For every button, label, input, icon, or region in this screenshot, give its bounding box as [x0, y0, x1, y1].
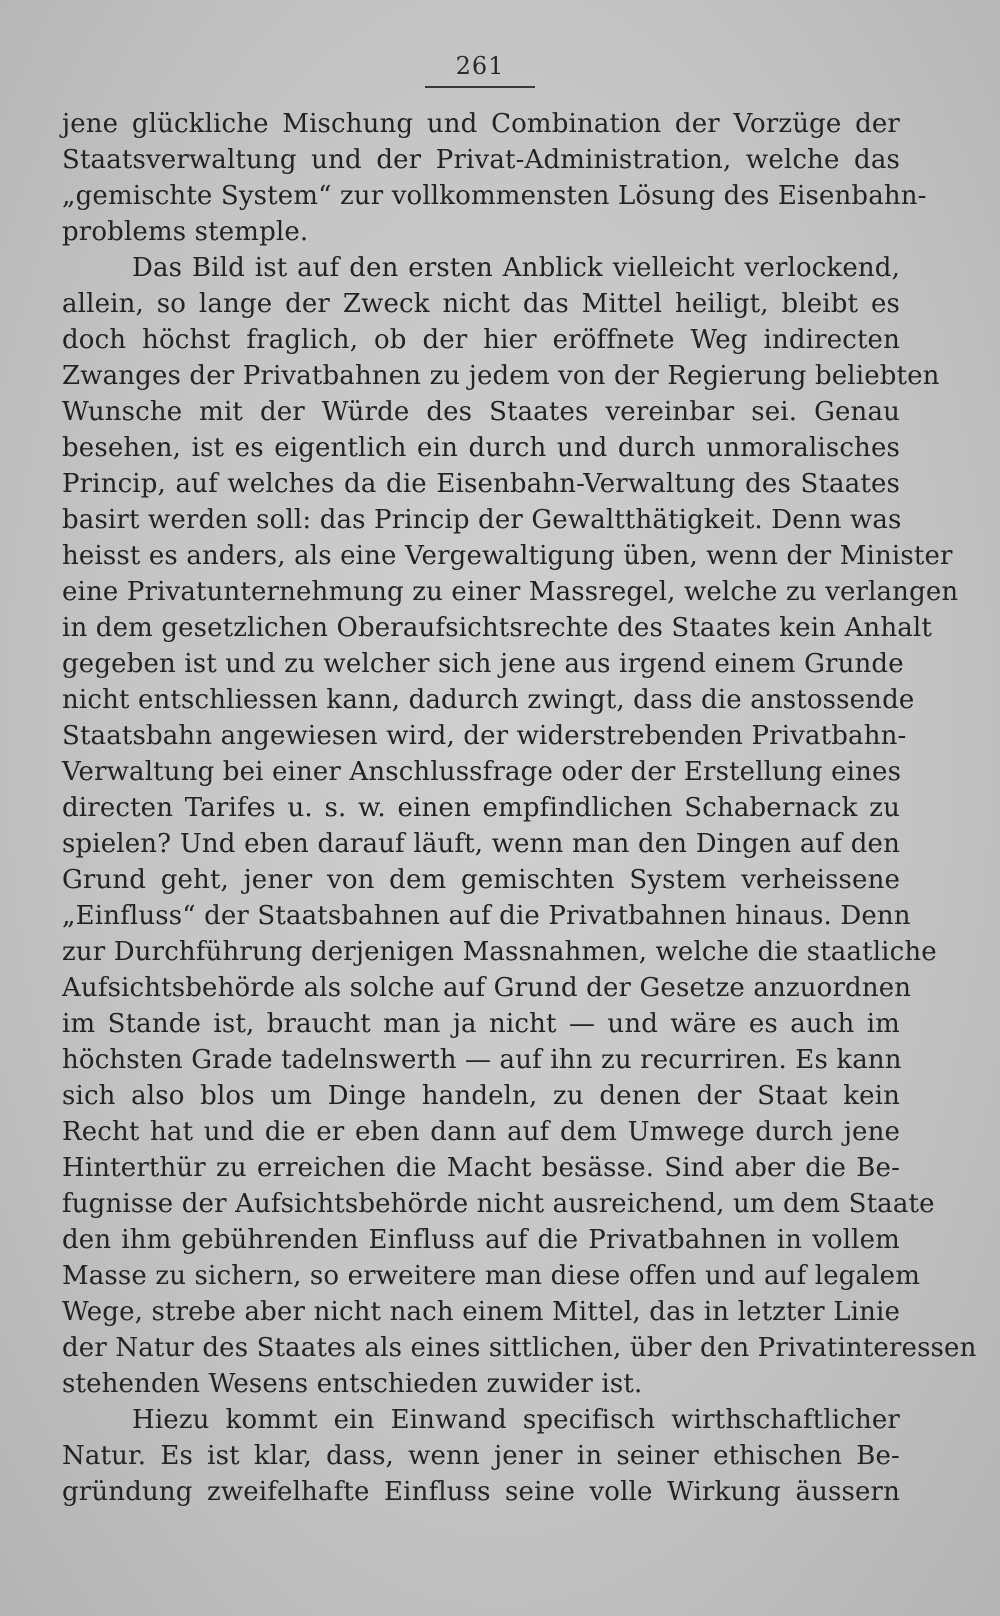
text-line: Wege, strebe aber nicht nach einem Mittel, das in letzter Linie: [62, 1297, 900, 1327]
text-line: gründung zweifelhafte Einfluss seine volle Wirkung äussern: [62, 1477, 900, 1507]
page-number: 261: [455, 52, 505, 80]
body-text: [62, 106, 977, 1510]
page-header: [420, 52, 540, 88]
text-line: problems stemple.: [62, 217, 309, 247]
text-line: Das Bild ist auf den ersten Anblick vielleicht verlockend,: [132, 253, 900, 283]
text-line: directen Tarifes u. s. w. einen empfindlichen Schabernack zu: [62, 793, 900, 823]
paragraph: [62, 106, 927, 250]
text-line: „gemischte System“ zur vollkommensten Lösung des Eisenbahn-: [62, 181, 927, 211]
text-line: Aufsichtsbehörde als solche auf Grund der Gesetze anzuordnen: [62, 973, 912, 1003]
text-line: nicht entschliessen kann, dadurch zwingt, dass die anstossende: [62, 685, 915, 715]
text-line: sich also blos um Dinge handeln, zu denen der Staat kein: [62, 1081, 900, 1111]
text-line: Wunsche mit der Würde des Staates vereinbar sei. Genau: [62, 397, 900, 427]
text-line: Hinterthür zu erreichen die Macht besässe. Sind aber die Be-: [62, 1153, 900, 1183]
text-line: den ihm gebührenden Einfluss auf die Privatbahnen in vollem: [62, 1225, 900, 1255]
text-line: jene glückliche Mischung und Combination der Vorzüge der: [62, 109, 900, 139]
text-line: höchsten Grade tadelnswerth — auf ihn zu recurriren. Es kann: [62, 1045, 902, 1075]
page-number-rule: [425, 86, 535, 88]
text-line: gegeben ist und zu welcher sich jene aus irgend einem Grunde: [62, 649, 904, 679]
text-line: zur Durchführung derjenigen Massnahmen, welche die staatliche: [62, 937, 937, 967]
text-line: besehen, ist es eigentlich ein durch und durch unmoralisches: [62, 433, 900, 463]
text-line: Princip, auf welches da die Eisenbahn-Verwaltung des Staates: [62, 469, 900, 499]
text-line: Staatsverwaltung und der Privat-Administration, welche das: [62, 145, 900, 175]
text-line: doch höchst fraglich, ob der hier eröffnete Weg indirecten: [62, 325, 900, 355]
text-line: spielen? Und eben darauf läuft, wenn man den Dingen auf den: [62, 829, 900, 859]
paragraph: [62, 1402, 900, 1510]
paragraph: [62, 250, 977, 1402]
text-line: allein, so lange der Zweck nicht das Mittel heiligt, bleibt es: [62, 289, 900, 319]
text-line: Recht hat und die er eben dann auf dem Umwege durch jene: [62, 1117, 900, 1147]
text-line: „Einfluss“ der Staatsbahnen auf die Privatbahnen hinaus. Denn: [62, 901, 911, 931]
text-line: Staatsbahn angewiesen wird, der widerstrebenden Privatbahn-: [62, 721, 907, 751]
text-line: Hiezu kommt ein Einwand specifisch wirthschaftlicher: [132, 1405, 900, 1435]
text-line: der Natur des Staates als eines sittlichen, über den Privatinteressen: [62, 1333, 977, 1363]
text-line: stehenden Wesens entschieden zuwider ist.: [62, 1369, 643, 1399]
text-line: Grund geht, jener von dem gemischten System verheissene: [62, 865, 900, 895]
text-line: Masse zu sichern, so erweitere man diese offen und auf legalem: [62, 1261, 921, 1291]
text-line: basirt werden soll: das Princip der Gewaltthätigkeit. Denn was: [62, 505, 902, 535]
text-line: Zwanges der Privatbahnen zu jedem von der Regierung beliebten: [62, 361, 940, 391]
text-line: heisst es anders, als eine Vergewaltigung üben, wenn der Minister: [62, 541, 953, 571]
text-line: im Stande ist, braucht man ja nicht — und wäre es auch im: [62, 1009, 900, 1039]
text-line: fugnisse der Aufsichtsbehörde nicht ausreichend, um dem Staate: [62, 1189, 935, 1219]
text-line: in dem gesetzlichen Oberaufsichtsrechte des Staates kein Anhalt: [62, 613, 932, 643]
text-line: eine Privatunternehmung zu einer Massregel, welche zu verlangen: [62, 577, 959, 607]
text-line: Natur. Es ist klar, dass, wenn jener in seiner ethischen Be-: [62, 1441, 900, 1471]
text-line: Verwaltung bei einer Anschlussfrage oder der Erstellung eines: [62, 757, 902, 787]
